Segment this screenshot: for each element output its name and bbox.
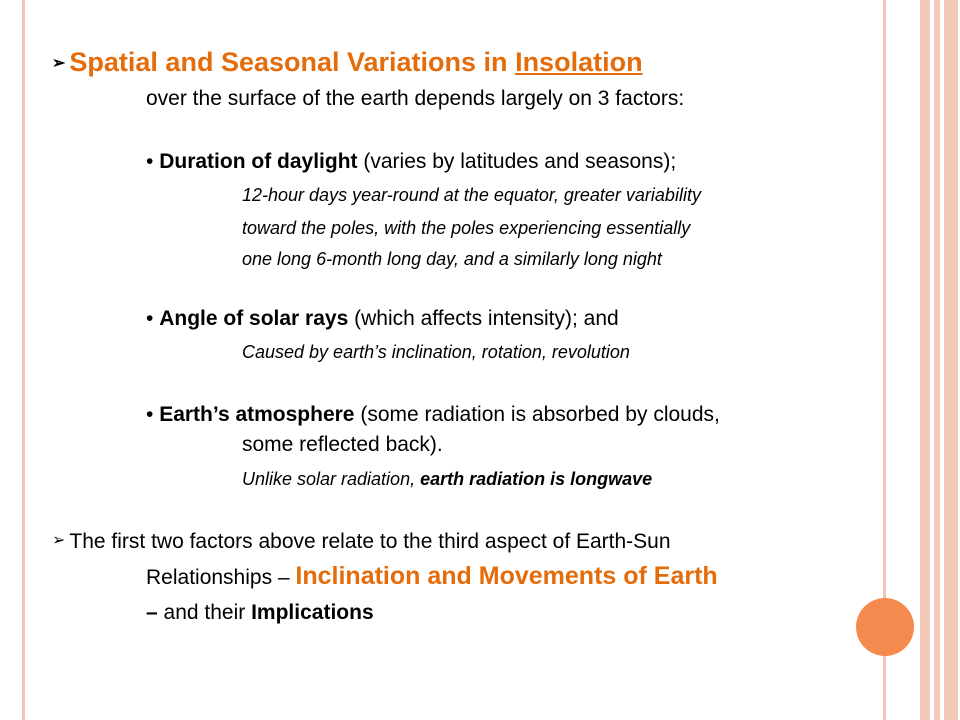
closing-dash: – (146, 601, 158, 624)
closing-lead: Relationships – (146, 566, 296, 589)
factor-angle (146, 307, 619, 331)
factor-desc: (some radiation is absorbed by clouds, (354, 403, 720, 426)
detail-line: 12-hour days year-round at the equator, greater variability (242, 185, 701, 205)
closing-mid: and their (157, 601, 252, 624)
factor-continuation: some reflected back). (242, 433, 443, 456)
decorative-stripe (920, 0, 930, 720)
heading-lead: Spatial and Seasonal Variations in (69, 47, 516, 77)
decorative-stripe (944, 0, 958, 720)
closing-line-1 (52, 530, 671, 554)
detail-line: Caused by earth’s inclination, rotation, revolution (242, 342, 630, 362)
decorative-stripe (934, 0, 940, 720)
detail-bold-text: earth radiation is longwave (420, 469, 653, 489)
bullet-icon: • (146, 150, 154, 173)
bullet-icon: • (146, 307, 154, 330)
closing-text: The first two factors above relate to the third aspect of Earth-Sun (69, 530, 671, 553)
factor-desc: (which affects intensity); and (348, 307, 619, 330)
factor-atmosphere (146, 403, 720, 427)
insolation-link[interactable]: Insolation (515, 47, 643, 77)
closing-highlight: Inclination and Movements of Earth (295, 562, 718, 590)
detail-line (242, 469, 652, 490)
factor-title: Earth’s atmosphere (159, 403, 355, 426)
bullet-icon: • (146, 403, 154, 426)
factor-desc: (varies by latitudes and seasons); (357, 150, 677, 173)
detail-text: Unlike solar radiation, (242, 469, 421, 489)
arrow-bullet-icon: ➢ (52, 55, 66, 72)
factor-duration (146, 150, 676, 174)
factor-title: Angle of solar rays (159, 307, 349, 330)
factor-title: Duration of daylight (159, 150, 358, 173)
closing-line-3 (146, 601, 374, 625)
detail-line: one long 6-month long day, and a similarly long night (242, 249, 662, 269)
closing-bold: Implications (251, 601, 374, 624)
intro-line: over the surface of the earth depends largely on 3 factors: (146, 87, 685, 110)
slide-heading (52, 47, 643, 78)
arrow-bullet-icon: ➢ (52, 532, 66, 549)
closing-line-2 (146, 562, 718, 591)
accent-circle (856, 598, 914, 656)
detail-line: toward the poles, with the poles experiencing essentially (242, 218, 691, 238)
